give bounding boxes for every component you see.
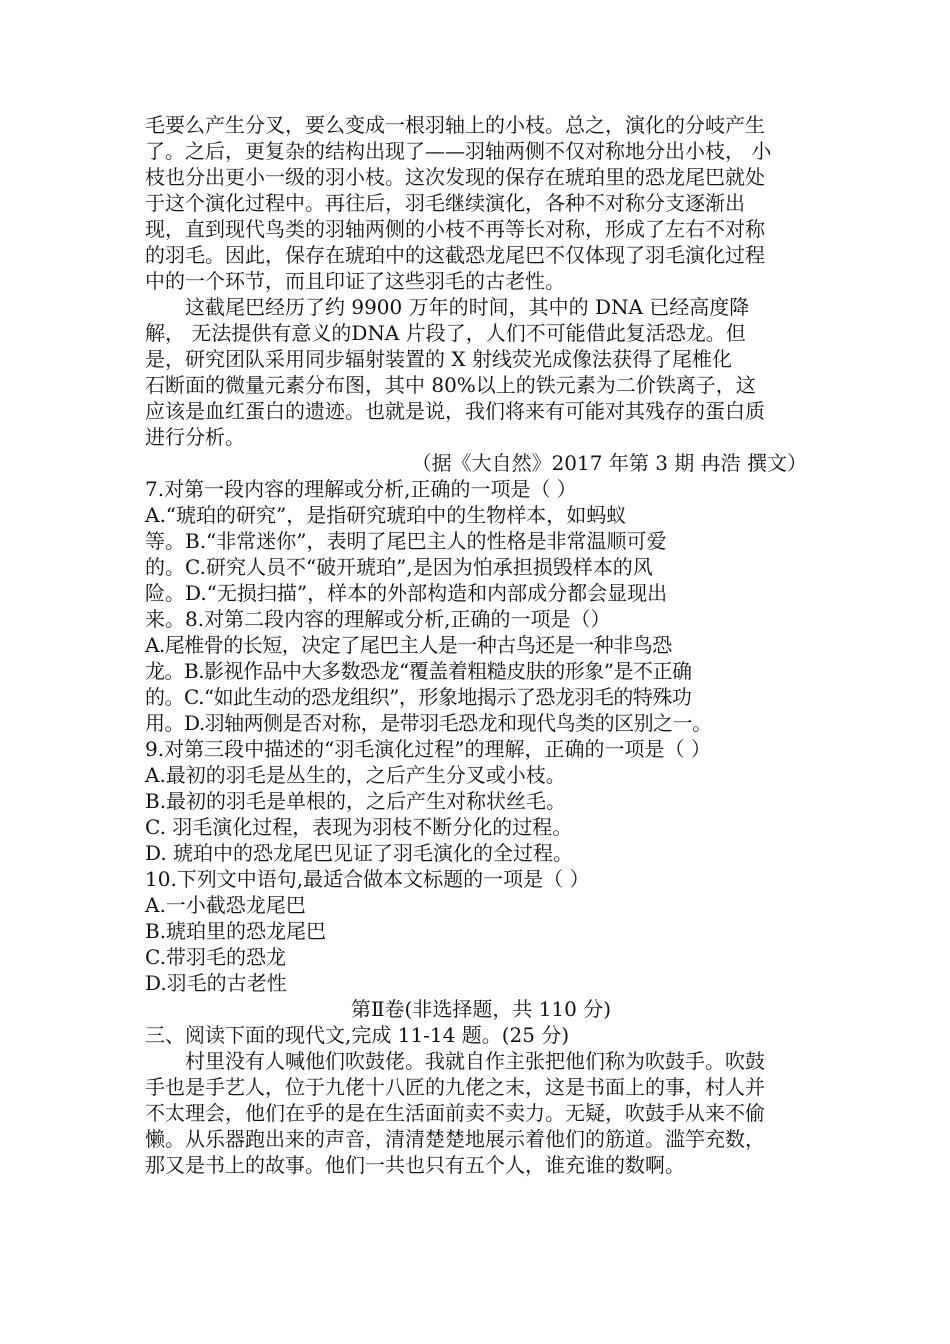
text-line: 毛要么产生分叉，要么变成一根羽轴上的小枝。总之，演化的分岐产生 [145,113,765,137]
question-9: 9.对第三段中描述的“羽毛演化过程”的理解，正确的一项是（ ） [145,737,711,761]
source-citation: （据《大自然》2017 年第 3 期 冉浩 撰文） [411,451,807,475]
question-7: 7.对第一段内容的理解或分析,正确的一项是（ ） [145,477,577,501]
question-8: 来。8.对第二段内容的理解或分析,正确的一项是（） [145,607,611,631]
option-a: A.最初的羽毛是丛生的，之后产生分叉或小枝。 [145,763,566,787]
text-line: 了。之后，更复杂的结构出现了——羽轴两侧不仅对称地分出小枝， 小 [145,139,772,163]
question-line: 的。C.“如此生动的恐龙组织”，形象地揭示了恐龙羽毛的特殊功 [145,685,692,709]
text-line: 中的一个环节，而且印证了这些羽毛的古老性。 [145,269,565,293]
option-d: D. 琥珀中的恐龙尾巴见证了羽毛演化的全过程。 [145,841,574,865]
text-line: 应该是血红蛋白的遗迹。也就是说，我们将来有可能对其残存的蛋白质 [145,399,765,423]
option-a: A.一小截恐龙尾巴 [145,893,306,917]
text-line: 解， 无法提供有意义的DNA 片段了，人们不可能借此复活恐龙。但 [145,321,746,345]
document-body [145,112,817,1178]
question-line: 险。D.“无损扫描”，样本的外部构造和内部成分都会显现出 [145,581,668,605]
question-line: 等。B.“非常迷你”，表明了尾巴主人的性格是非常温顺可爱 [145,529,667,553]
text-line: 的羽毛。因此，保存在琥珀中的这截恐龙尾巴不仅体现了羽毛演化过程 [145,243,765,267]
text-line: 这截尾巴经历了约 9900 万年的时间，其中的 DNA 已经高度降 [185,295,750,319]
text-line: 是，研究团队采用同步辐射装置的 X 射线荧光成像法获得了尾椎化 [145,347,732,371]
section-title: 第Ⅱ卷(非选择题，共 110 分) [350,997,612,1021]
section-heading: 三、阅读下面的现代文,完成 11-14 题。(25 分) [145,1023,570,1047]
text-line: 那又是书上的故事。他们一共也只有五个人，谁充谁的数啊。 [145,1153,685,1177]
text-line: 懒。从乐器跑出来的声音，清清楚楚地展示着他们的筋道。滥竽充数， [145,1127,765,1151]
text-line: 进行分析。 [145,425,245,449]
question-line: A.“琥珀的研究”，是指研究琥珀中的生物样本，如蚂蚁 [145,503,627,527]
text-line: 枝也分出更小一级的羽小枝。这次发现的保存在琥珀里的恐龙尾巴就处 [145,165,765,189]
question-line: 龙。B.影视作品中大多数恐龙“覆盖着粗糙皮肤的形象”是不正确 [145,659,692,683]
option-d: D.羽毛的古老性 [145,971,287,995]
question-line: 用。D.羽轴两侧是否对称，是带羽毛恐龙和现代鸟类的区别之一。 [145,711,712,735]
question-10: 10.下列文中语句,最适合做本文标题的一项是（ ） [145,867,590,891]
text-line: 村里没有人喊他们吹鼓佬。我就自作主张把他们称为吹鼓手。吹鼓 [185,1049,765,1073]
option-b: B.最初的羽毛是单根的，之后产生对称状丝毛。 [145,789,567,813]
text-line: 手也是手艺人，位于九佬十八匠的九佬之末，这是书面上的事，村人并 [145,1075,765,1099]
text-line: 现，直到现代鸟类的羽轴两侧的小枝不再等长对称，形成了左右不对称 [145,217,765,241]
text-line: 石断面的微量元素分布图，其中 80%以上的铁元素为二价铁离子，这 [145,373,756,397]
option-c: C. 羽毛演化过程，表现为羽枝不断分化的过程。 [145,815,573,839]
option-b: B.琥珀里的恐龙尾巴 [145,919,327,943]
option-c: C.带羽毛的恐龙 [145,945,286,969]
question-line: A.尾椎骨的长短，决定了尾巴主人是一种古鸟还是一种非鸟恐 [145,633,672,657]
question-line: 的。C.研究人员不“破开琥珀”,是因为怕承担损毁样本的风 [145,555,653,579]
text-line: 于这个演化过程中。再往后，羽毛继续演化，各种不对称分支逐渐出 [145,191,745,215]
text-line: 不太理会，他们在乎的是在生活面前卖不卖力。无疑，吹鼓手从来不偷 [145,1101,765,1125]
